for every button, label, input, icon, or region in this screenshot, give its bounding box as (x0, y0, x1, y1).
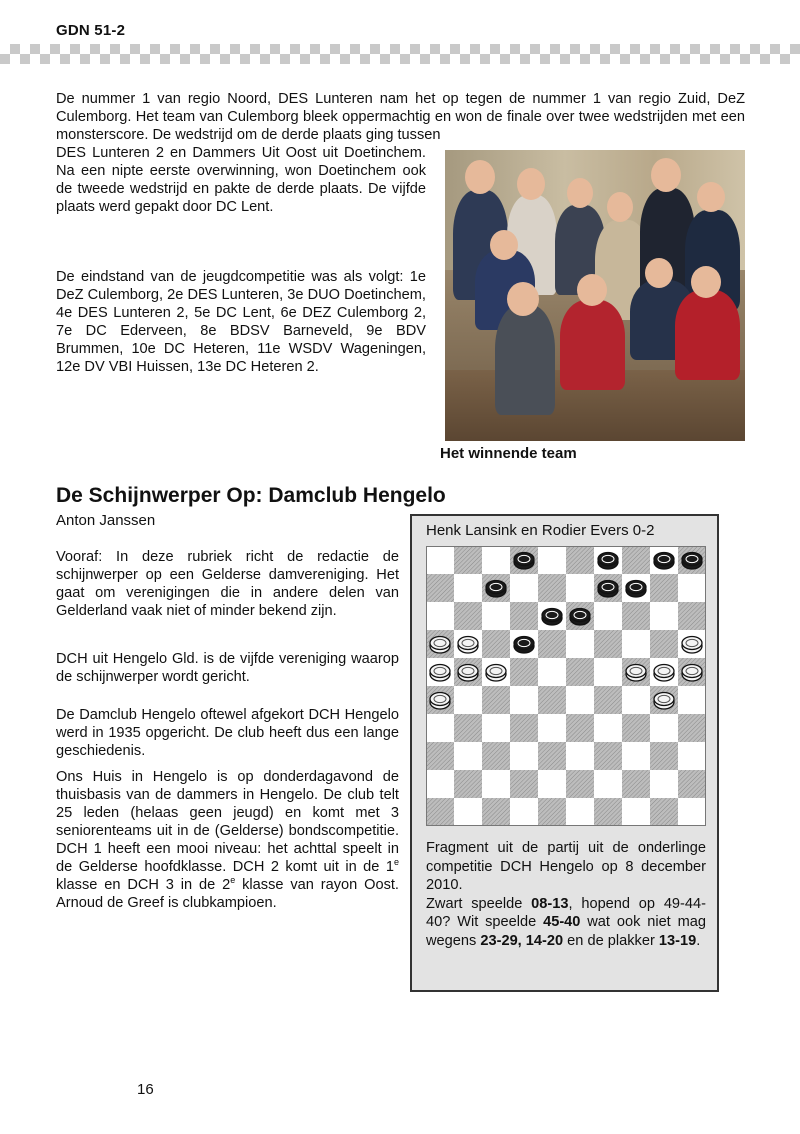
intro-paragraph-2: De eindstand van de jeugdcompetitie was als volgt: 1e DeZ Culemborg, 2e DES Lunteren, 3e DUO Doetinchem, 4e DES Lunteren 2, 5e DC Lent, 6e DEZ Culemborg 2, 7e DC Ederveen, 8e BDSV Barneveld, 9e BDV Brummen, 10e DC Heteren, 11e WSDV Wageningen, 12e DV VBI Huissen, 13e DC Heteren 2. (56, 269, 426, 375)
photo-figure-head (645, 258, 673, 288)
board-square-dark (482, 686, 510, 714)
diagram-commentary: Fragment uit de partij uit de onderlinge competitie DCH Hengelo op 8 december 2010. Zwart speelde 08-13, hopend op 49-44-40? Wit speelde 45-40 wat ook niet mag wegens 23-29, 14-20 en de plakker 13-19. (426, 840, 706, 949)
board-square-light (566, 574, 594, 602)
board-square-light (426, 602, 454, 630)
article-paragraph-3: De Damclub Hengelo oftewel afgekort DCH Hengelo werd in 1935 opgericht. De club heeft dus een lange geschiedenis. (56, 707, 399, 759)
board-square-dark (566, 546, 594, 574)
article-paragraph-2: DCH uit Hengelo Gld. is de vijfde vereniging waarop de schijnwerper wordt gericht. (56, 651, 399, 685)
diagram-box (410, 514, 719, 992)
checker-border-band (0, 44, 800, 64)
board-square-dark (622, 602, 650, 630)
board-square-light (678, 686, 706, 714)
board-square-light (566, 798, 594, 826)
board-square-dark (678, 770, 706, 798)
draughts-board (426, 546, 706, 826)
photo-figure-head (607, 192, 633, 222)
board-square-dark (678, 714, 706, 742)
photo-figure-head (465, 160, 495, 194)
board-square-light (538, 658, 566, 686)
board-square-dark (454, 546, 482, 574)
board-square-light (678, 574, 706, 602)
board-square-dark (622, 546, 650, 574)
white-piece (430, 665, 450, 682)
photo-figure (675, 290, 740, 380)
photo-figure-head (697, 182, 725, 212)
board-square-dark (454, 714, 482, 742)
white-piece (458, 637, 478, 654)
board-square-light (426, 546, 454, 574)
page-number: 16 (137, 1081, 154, 1098)
board-square-dark (454, 602, 482, 630)
board-square-light (622, 798, 650, 826)
board-square-light (538, 770, 566, 798)
photo-figure-head (517, 168, 545, 200)
board-square-dark (650, 574, 678, 602)
board-square-light (454, 798, 482, 826)
board-square-light (482, 602, 510, 630)
board-square-light (538, 546, 566, 574)
photo-figure-head (567, 178, 593, 208)
board-square-light (678, 742, 706, 770)
board-square-dark (538, 630, 566, 658)
board-square-light (594, 714, 622, 742)
diagram-title: Henk Lansink en Rodier Evers 0-2 (426, 522, 655, 539)
board-square-dark (538, 574, 566, 602)
board-square-dark (566, 770, 594, 798)
photo-figure-head (691, 266, 721, 298)
article-author: Anton Janssen (56, 512, 156, 529)
board-square-light (510, 686, 538, 714)
board-square-dark (650, 742, 678, 770)
board-square-dark (510, 770, 538, 798)
board-square-light (510, 798, 538, 826)
board-square-light (566, 742, 594, 770)
board-square-light (538, 714, 566, 742)
white-piece (430, 637, 450, 654)
board-square-dark (538, 798, 566, 826)
board-square-dark (426, 798, 454, 826)
board-square-dark (678, 602, 706, 630)
running-header: GDN 51-2 (56, 22, 126, 39)
board-square-light (622, 742, 650, 770)
board-square-dark (426, 742, 454, 770)
board-square-dark (454, 770, 482, 798)
black-piece (682, 553, 702, 570)
photo-figure-head (507, 282, 539, 316)
board-square-dark (594, 798, 622, 826)
board-square-dark (566, 658, 594, 686)
board-square-dark (482, 742, 510, 770)
board-square-light (594, 770, 622, 798)
board-square-light (454, 686, 482, 714)
white-piece (682, 665, 702, 682)
board-square-dark (510, 658, 538, 686)
board-square-dark (650, 798, 678, 826)
white-piece (626, 665, 646, 682)
photo-figure-head (577, 274, 607, 306)
board-square-light (482, 770, 510, 798)
board-square-light (510, 574, 538, 602)
photo-figure (495, 305, 555, 415)
board-square-light (650, 770, 678, 798)
white-piece (430, 693, 450, 710)
board-square-dark (510, 714, 538, 742)
black-piece (514, 637, 534, 654)
board-square-light (454, 742, 482, 770)
board-square-light (650, 602, 678, 630)
board-square-dark (566, 714, 594, 742)
intro-paragraph-1: De nummer 1 van regio Noord, DES Lunteren nam het op tegen de nummer 1 van regio Zuid, DeZ Culemborg. Het team van Culemborg bleek oppermachtig en won de finale over twee wedstrijden met een monsterscore. De wedstrijd om de derde plaats ging tussen (56, 91, 745, 143)
board-square-dark (538, 742, 566, 770)
board-square-dark (594, 630, 622, 658)
intro-paragraph-1-continued: DES Lunteren 2 en Dammers Uit Oost uit Doetinchem. Na een nipte eerste overwinning, won Doetinchem ook de tweede wedstrijd en pakte de derde plaats. De vijfde plaats werd gepakt door DC Lent. (56, 145, 426, 215)
section-title: De Schijnwerper Op: Damclub Hengelo (56, 484, 446, 507)
board-square-light (566, 686, 594, 714)
board-square-dark (538, 686, 566, 714)
board-square-dark (426, 574, 454, 602)
board-square-dark (482, 630, 510, 658)
board-square-dark (510, 602, 538, 630)
board-square-light (622, 630, 650, 658)
white-piece (486, 665, 506, 682)
board-square-light (426, 714, 454, 742)
board-square-dark (482, 798, 510, 826)
board-square-dark (622, 770, 650, 798)
black-piece (542, 609, 562, 626)
white-piece (458, 665, 478, 682)
black-piece (598, 581, 618, 598)
team-photo (445, 150, 745, 441)
board-square-light (454, 574, 482, 602)
board-square-light (594, 658, 622, 686)
black-piece (514, 553, 534, 570)
photo-caption: Het winnende team (440, 445, 577, 462)
black-piece (598, 553, 618, 570)
black-piece (654, 553, 674, 570)
board-square-light (594, 602, 622, 630)
photo-figure-head (490, 230, 518, 260)
black-piece (626, 581, 646, 598)
board-square-light (482, 714, 510, 742)
black-piece (486, 581, 506, 598)
white-piece (654, 665, 674, 682)
board-square-light (650, 714, 678, 742)
photo-figure (560, 300, 625, 390)
board-square-dark (594, 686, 622, 714)
white-piece (654, 693, 674, 710)
board-square-dark (650, 630, 678, 658)
board-square-light (622, 686, 650, 714)
article-paragraph-1: Vooraf: In deze rubriek richt de redactie de schijnwerper op een Gelderse damvereniging. Het gaat om verenigingen die in andere delen van Gelderland vaak niet of minder bekend zijn. (56, 549, 399, 619)
board-square-dark (594, 742, 622, 770)
board-square-dark (622, 714, 650, 742)
board-square-light (678, 798, 706, 826)
board-square-light (566, 630, 594, 658)
photo-figure-head (651, 158, 681, 192)
black-piece (570, 609, 590, 626)
board-square-light (426, 770, 454, 798)
article-paragraph-4: Ons Huis in Hengelo is op donderdagavond de thuisbasis van de dammers in Hengelo. De club telt 25 leden (helaas geen jeugd) en komt met 3 seniorenteams uit in de (Gelderse) bondscompetitie. DCH 1 heeft een mooi niveau: het achttal speelt in de Gelderse hoofdklasse. DCH 2 komt uit in de 1e klasse en DCH 3 in de 2e klasse van rayon Oost. Arnoud de Greef is clubkampioen. (56, 769, 399, 911)
board-square-light (510, 742, 538, 770)
white-piece (682, 637, 702, 654)
board-square-light (482, 546, 510, 574)
